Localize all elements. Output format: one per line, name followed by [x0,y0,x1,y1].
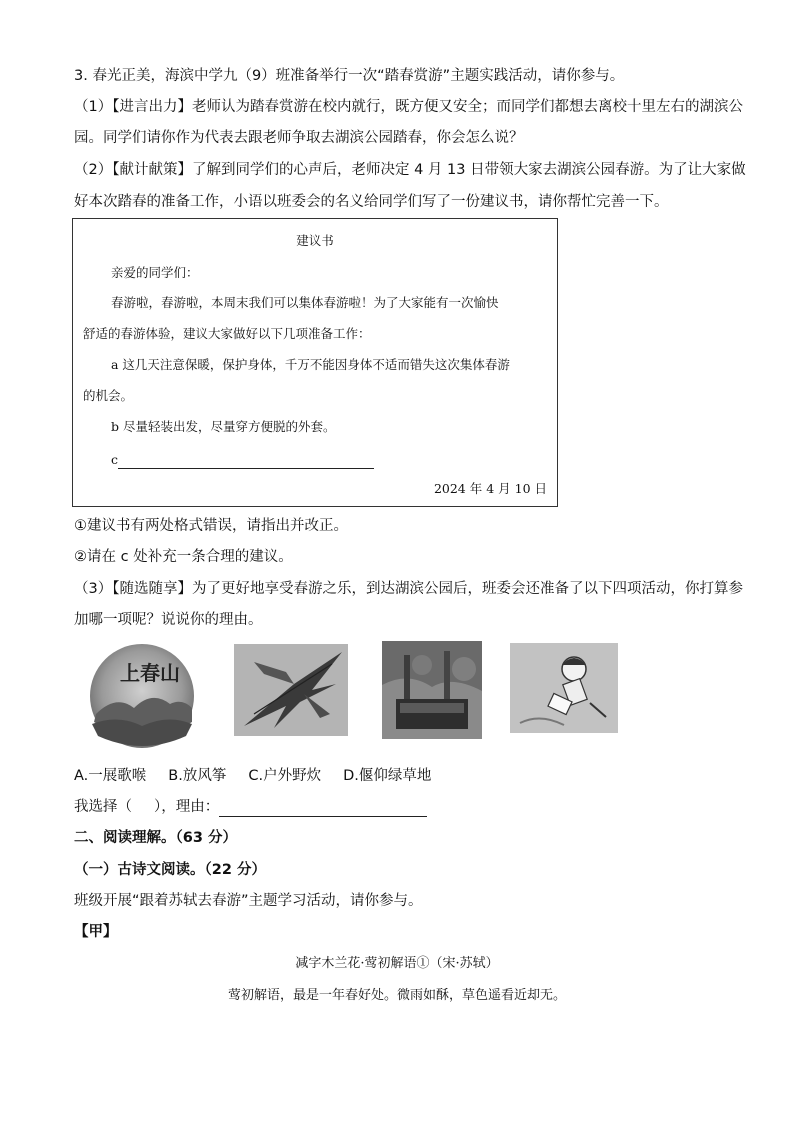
lying-on-grass-image [510,643,618,733]
choice-reason-label: ），理由： [154,799,220,815]
choice-prefix: 我选择（ [74,799,132,815]
section2-heading: 二、阅读理解。（63 分） [74,830,237,846]
q3-part2-line1: （2）【献计献策】了解到同学们的心声后，老师决定 4 月 13 日带领大家去湖滨公园春游。为了让大家做 [74,162,746,178]
section2-intro: 班级开展“跟着苏轼去春游”主题学习活动，请你参与。 [74,893,423,909]
letter-item-b: b 尽量轻装出发，尽量穿方便脱的外套。 [111,419,336,434]
letter-date: 2024 年 4 月 10 日 [433,481,547,496]
option-c: C.户外野炊 [248,768,322,784]
letter-body-line2: 舒适的春游体验，建议大家做好以下几项准备工作： [83,326,371,341]
option-b: B.放风筝 [168,768,227,784]
q3-intro: 3. 春光正美，海滨中学九（9）班准备举行一次“踏春赏游”主题实践活动，请你参与。 [74,68,625,84]
passage-label-jia: 【甲】 [74,924,118,940]
letter-item-c-blank[interactable] [118,456,374,469]
poem-line1: 莺初解语，最是一年春好处。微雨如酥，草色遥看近却无。 [227,988,566,1003]
option-d: D.偃仰绿草地 [343,768,432,784]
choice-line [74,797,427,817]
q3-sub1: ①建议书有两处格式错误，请指出并改正。 [74,518,348,534]
letter-item-c [111,451,374,469]
letter-item-c-label: c [111,452,119,467]
letter-greeting: 亲爱的同学们： [111,265,199,280]
singing-badge-image [88,642,196,750]
q3-part1-line2: 园。同学们请你作为代表去跟老师争取去湖滨公园踏春，你会怎么说？ [74,130,524,146]
q3-part3-line2: 加哪一项呢？说说你的理由。 [74,612,263,628]
reason-blank[interactable] [219,802,427,817]
letter-title: 建议书 [296,233,334,248]
option-a: A.一展歌喉 [74,768,147,784]
q3-sub2: ②请在 c 处补充一条合理的建议。 [74,549,293,565]
q3-part2-line2: 好本次踏春的准备工作，小语以班委会的名义给同学们写了一份建议书，请你帮忙完善一下。 [74,194,669,210]
kite-image [234,644,348,736]
proposal-letter-box [72,218,558,507]
q3-part1-line1: （1）【进言出力】老师认为踏春赏游在校内就行，既方便又安全；而同学们都想去离校十里左右的湖滨公 [74,99,743,115]
poem-title: 减字木兰花·莺初解语①（宋·苏轼） [295,956,499,971]
letter-item-a-line1: a 这几天注意保暖，保护身体，千万不能因身体不适而错失这次集体春游 [111,357,510,372]
activity-options [74,766,431,786]
letter-body-line1: 春游啦，春游啦，本周末我们可以集体春游啦！为了大家能有一次愉快 [111,295,499,310]
q3-part3-line1: （3）【随选随享】为了更好地享受春游之乐，到达湖滨公园后，班委会还准备了以下四项活动，你打算参 [74,581,743,597]
section2-subheading: （一）古诗文阅读。（22 分） [74,862,266,878]
badge-title-text: 上春山 [120,661,180,685]
letter-item-a-line2: 的机会。 [83,388,134,403]
picnic-image [382,641,482,739]
